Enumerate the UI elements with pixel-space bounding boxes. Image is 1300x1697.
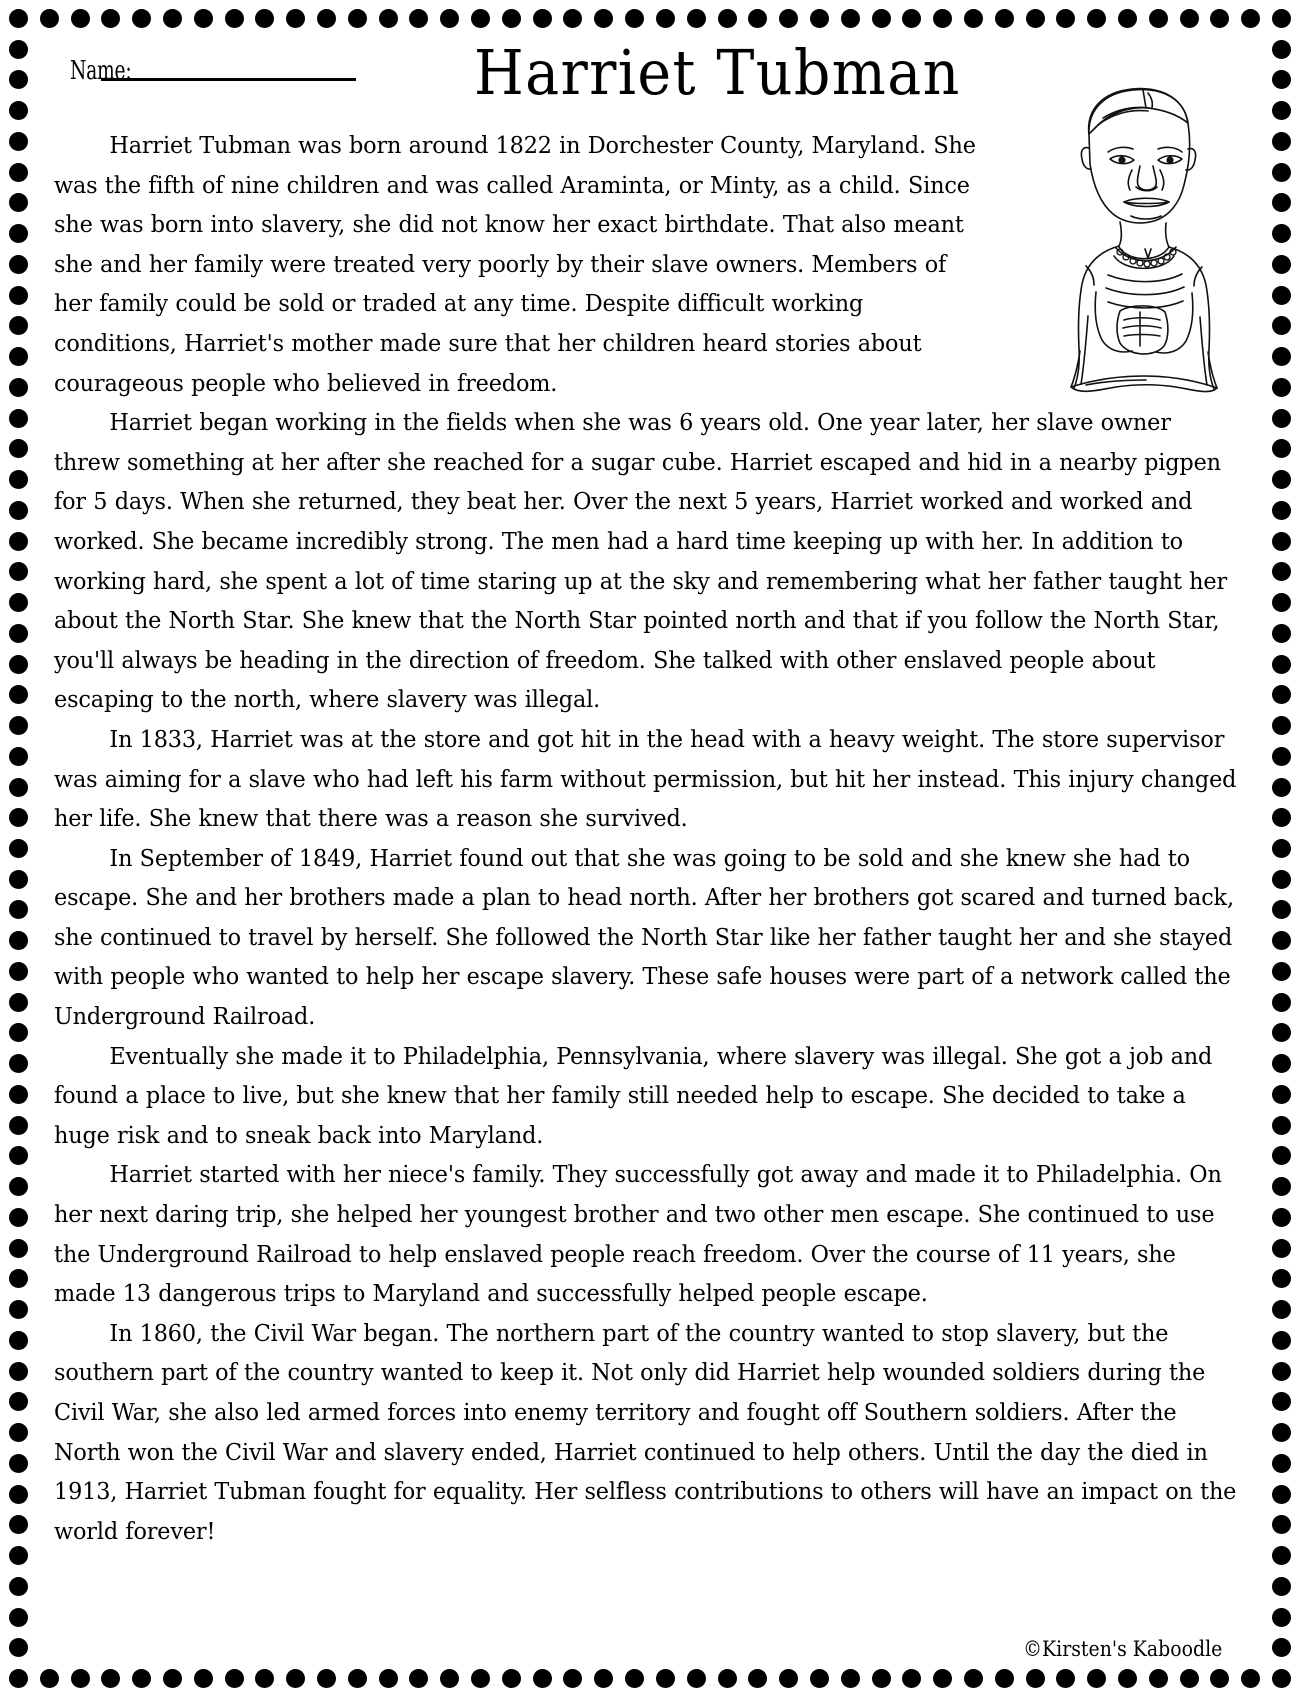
border-dot [9,624,28,643]
passage-paragraph-4: In September of 1849, Harriet found out that she was going to be sold and she knew she had to escape. She and her brothers made a plan to head north. After her brothers got scared and turned back, she continued to travel by herself. She followed the North Star like her father taught her and she stayed with people who wanted to help her escape slavery. These safe houses were part of a network called the Underground Railroad. [54,843,1234,1031]
border-dot [9,1362,28,1381]
border-dot [1272,839,1291,858]
border-dot [1272,70,1291,89]
border-dot [71,1669,90,1688]
border-dot [1118,1669,1137,1688]
border-dot [163,1669,182,1688]
border-dot [1272,470,1291,489]
border-dot [9,839,28,858]
border-dot [9,1177,28,1196]
border-dot [995,1669,1014,1688]
border-dot [9,132,28,151]
border-dot [1056,1669,1075,1688]
border-dot [9,1577,28,1596]
border-dot [1180,1669,1199,1688]
border-dot [1272,1085,1291,1104]
border-dot [9,1669,28,1688]
border-dot [348,1669,367,1688]
border-dot [1272,1454,1291,1473]
border-dot [1272,532,1291,551]
border-dot [9,1208,28,1227]
border-dot [9,224,28,243]
border-dot [841,1669,860,1688]
border-dot [1272,501,1291,520]
passage-paragraph-6: Harriet started with her niece's family. They successfully got away and made it to Philadelphia. On her next daring trip, she helped her youngest brother and two other men escape. She continued to use the Underground Railroad to help enslaved people reach freedom. Over the course of 11 years, she made 13 dangerous trips to Maryland and successfully helped people escape. [54,1160,1222,1308]
border-dot [1272,931,1291,950]
border-dot [9,747,28,766]
border-dot [379,1669,398,1688]
border-dot [9,286,28,305]
name-field-block [70,56,356,86]
border-dot [1272,1577,1291,1596]
border-dot [9,870,28,889]
border-dot [1272,1638,1291,1657]
border-dot [1272,40,1291,59]
border-dot [1272,1177,1291,1196]
border-dot [9,101,28,120]
border-dot [748,1669,767,1688]
border-dot [9,1331,28,1350]
border-dot [9,931,28,950]
border-dot [964,1669,983,1688]
border-dot [1272,593,1291,612]
border-dot [9,962,28,981]
border-dot [255,1669,274,1688]
border-dot [9,1392,28,1411]
border-dot [718,1669,737,1688]
border-dot [9,1269,28,1288]
passage-paragraph-7: In 1860, the Civil War began. The northern part of the country wanted to stop slavery, but the southern part of the country wanted to keep it. Not only did Harriet help wounded soldiers during the Civil War, she also led armed forces into enemy territory and fought off Southern soldiers. After the North won the Civil War and slavery ended, Harriet continued to help others. Until the day the died in 1913, Harriet Tubman fought for equality. Her selfless contributions to others will have an impact on the world forever! [54,1318,1237,1545]
border-dot [1149,1669,1168,1688]
border-dot [9,255,28,274]
border-dot [1272,778,1291,797]
border-dot [409,1669,428,1688]
border-dot [1026,1669,1045,1688]
worksheet-content [44,26,1256,1671]
border-dot [1272,409,1291,428]
border-dot [656,1669,675,1688]
border-dot [9,593,28,612]
border-dot [9,778,28,797]
border-dot [9,1515,28,1534]
border-dot [1272,193,1291,212]
border-dot [9,655,28,674]
border-dot [1241,1669,1260,1688]
border-dot [1272,562,1291,581]
border-dot [1272,685,1291,704]
border-dot [1272,1423,1291,1442]
border-dot [1272,1146,1291,1165]
border-dot [1272,101,1291,120]
border-dot [101,1669,120,1688]
border-dot [1272,716,1291,735]
border-dot [9,1638,28,1657]
border-dot [9,1485,28,1504]
border-dot [872,1669,891,1688]
border-dot [594,1669,613,1688]
border-dot [132,1669,151,1688]
border-dot [9,70,28,89]
border-dot [9,1023,28,1042]
border-dot [9,1300,28,1319]
border-dot [225,1669,244,1688]
border-dot [1272,1669,1291,1688]
border-dot [194,1669,213,1688]
border-dot [1272,378,1291,397]
border-dot [1272,255,1291,274]
border-dot [9,470,28,489]
border-dot [502,1669,521,1688]
border-dot [810,1669,829,1688]
passage-paragraph-2: Harriet began working in the fields when she was 6 years old. One year later, her slave owner threw something at her after she reached for a sugar cube. Harriet escaped and hid in a nearby pigpen for 5 days. When she returned, they beat her. Over the next 5 years, Harriet worked and worked and worked. She became incredibly strong. The men had a hard time keeping up with her. In addition to working hard, she spent a lot of time staring up at the sky and remembering what her father taught her about the North Star. She knew that the North Star pointed north and that if you follow the North Star, you'll always be heading in the direction of freedom. She talked with other enslaved people about escaping to the north, where slavery was illegal. [54,408,1228,714]
name-input-line[interactable] [101,78,356,81]
border-dot [1272,1208,1291,1227]
border-dot [1272,1392,1291,1411]
border-dot [1272,870,1291,889]
page-title: Harriet Tubman [474,36,961,109]
border-dot [9,163,28,182]
border-dot [563,1669,582,1688]
border-dot [9,316,28,335]
border-dot [9,716,28,735]
border-dot [9,347,28,366]
border-dot [9,378,28,397]
border-dot [9,9,28,28]
border-dot [1272,1515,1291,1534]
border-dot [1272,1239,1291,1258]
border-dot [1210,1669,1229,1688]
border-dot [1272,132,1291,151]
passage-paragraph-5: Eventually she made it to Philadelphia, Pennsylvania, where slavery was illegal. She got a job and found a place to live, but she knew that her family still needed help to escape. She decided to take a huge risk and to sneak back into Maryland. [54,1041,1213,1149]
border-dot [9,1454,28,1473]
border-dot [40,1669,59,1688]
border-dot [9,1054,28,1073]
border-dot [533,1669,552,1688]
border-dot [1272,1300,1291,1319]
border-dot [9,532,28,551]
border-dot [1272,1608,1291,1627]
border-dot [9,993,28,1012]
border-dot [1272,439,1291,458]
border-dot [1272,1269,1291,1288]
border-dot [9,1546,28,1565]
name-label: Name: [70,56,132,86]
border-dot [1087,1669,1106,1688]
passage-paragraph-1: Harriet Tubman was born around 1822 in Dorchester County, Maryland. She was the fifth of nine children and was called Araminta, or Minty, as a child. Since she was born into slavery, she did not know her exact birthdate. That also meant she and her family were treated very poorly by their slave owners. Members of her family could be sold or traded at any time. Despite difficult working conditions, Harriet's mother made sure that her children heard stories about courageous people who believed in freedom. [54,131,976,397]
border-dot [9,193,28,212]
border-dot [9,900,28,919]
border-dot [9,1085,28,1104]
border-dot [625,1669,644,1688]
border-dot [9,808,28,827]
border-dot [9,40,28,59]
border-dot [9,439,28,458]
border-dot [1272,747,1291,766]
border-dot [1272,286,1291,305]
border-dot [440,1669,459,1688]
passage-body [54,126,1238,1551]
border-dot [1272,1023,1291,1042]
border-dot [1272,9,1291,28]
worksheet-header [54,34,1238,126]
border-dot [1272,993,1291,1012]
border-dot [9,501,28,520]
border-dot [1272,1362,1291,1381]
border-dot [1272,808,1291,827]
border-dot [1272,1331,1291,1350]
border-dot [1272,347,1291,366]
border-dot [1272,1546,1291,1565]
border-dot [9,1116,28,1135]
border-dot [1272,316,1291,335]
border-dot [9,685,28,704]
border-dot [1272,1485,1291,1504]
border-dot [9,1146,28,1165]
border-dot [902,1669,921,1688]
border-dot [1272,962,1291,981]
border-dot [779,1669,798,1688]
border-dot [687,1669,706,1688]
border-dot [1272,1116,1291,1135]
copyright-credit: ©Kirsten's Kaboodle [1022,1637,1222,1661]
border-dot [9,562,28,581]
border-dot [1272,655,1291,674]
border-dot [9,1423,28,1442]
border-dot [9,1239,28,1258]
border-dot [933,1669,952,1688]
border-dot [317,1669,336,1688]
border-dot [286,1669,305,1688]
border-dot [1272,1054,1291,1073]
border-dot [471,1669,490,1688]
border-dot [1272,224,1291,243]
border-dot [1272,624,1291,643]
border-dot [1272,163,1291,182]
passage-paragraph-3: In 1833, Harriet was at the store and got hit in the head with a heavy weight. The store supervisor was aiming for a slave who had left his farm without permission, but hit her instead. This injury changed her life. She knew that there was a reason she survived. [54,724,1237,833]
border-dot [9,409,28,428]
border-dot [9,1608,28,1627]
border-dot [1272,900,1291,919]
